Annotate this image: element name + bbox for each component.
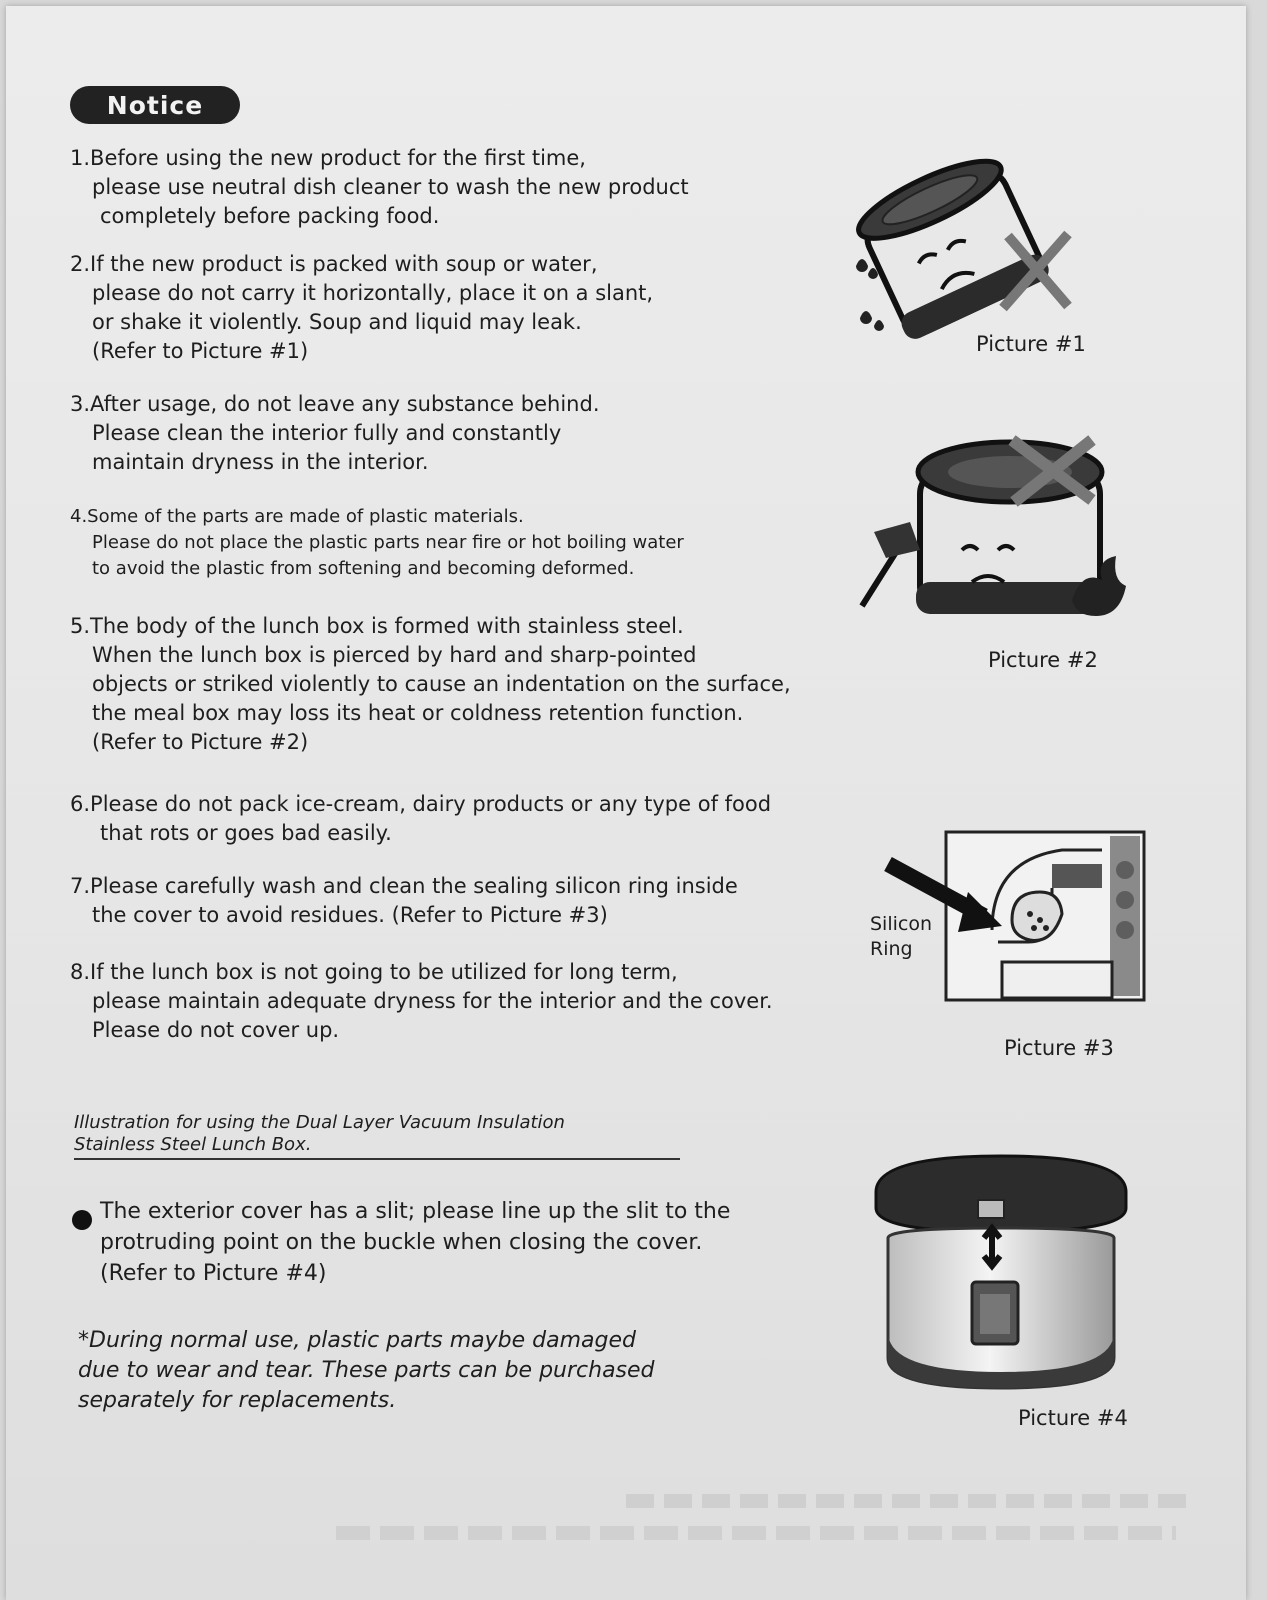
notice-item-1 <box>70 144 689 231</box>
instruction-sheet <box>6 6 1246 1600</box>
item-line: to avoid the plastic from softening and becoming deformed. <box>92 558 635 579</box>
illustration-title <box>74 1112 565 1156</box>
illustration-title-line: Illustration for using the Dual Layer Vacuum Insulation <box>74 1112 565 1133</box>
picture-2-illustration <box>852 420 1142 630</box>
bullet-line: protruding point on the buckle when closing the cover. <box>100 1230 703 1255</box>
picture-2-label: Picture #2 <box>988 648 1098 672</box>
item-line: that rots or goes bad easily. <box>100 821 392 845</box>
item-line: 3.After usage, do not leave any substance behind. <box>70 392 600 416</box>
picture-1-label: Picture #1 <box>976 332 1086 356</box>
notice-item-7 <box>70 872 738 930</box>
item-line: 2.If the new product is packed with soup or water, <box>70 252 598 276</box>
divider <box>74 1158 680 1160</box>
notice-item-8 <box>70 958 773 1045</box>
item-line: the meal box may loss its heat or coldness retention function. <box>92 701 744 725</box>
item-line: maintain dryness in the interior. <box>92 450 429 474</box>
bleed-through-text <box>626 1494 1186 1508</box>
illustration-bullet <box>100 1196 730 1289</box>
picture-1-illustration <box>838 146 1088 346</box>
item-line: 5.The body of the lunch box is formed with stainless steel. <box>70 614 684 638</box>
picture-4-illustration <box>866 1152 1136 1402</box>
picture-3-label: Picture #3 <box>1004 1036 1114 1060</box>
bleed-through-text <box>336 1526 1176 1540</box>
bullet-line: The exterior cover has a slit; please line up the slit to the <box>100 1199 731 1224</box>
item-line: the cover to avoid residues. (Refer to Picture #3) <box>92 903 608 927</box>
item-line: please do not carry it horizontally, place it on a slant, <box>92 281 654 305</box>
item-line: (Refer to Picture #1) <box>92 339 309 363</box>
item-line: When the lunch box is pierced by hard and sharp-pointed <box>92 643 697 667</box>
item-line: completely before packing food. <box>100 204 440 228</box>
bullet-icon <box>72 1210 92 1230</box>
silicon-label-line: Silicon <box>870 913 933 935</box>
illustration-title-line: Stainless Steel Lunch Box. <box>74 1134 312 1155</box>
notice-heading: Notice <box>70 86 240 124</box>
item-line: 8.If the lunch box is not going to be utilized for long term, <box>70 960 678 984</box>
item-line: please maintain adequate dryness for the interior and the cover. <box>92 989 773 1013</box>
replacement-footnote <box>78 1326 655 1416</box>
item-line: Please clean the interior fully and constantly <box>92 421 562 445</box>
item-line: 1.Before using the new product for the first time, <box>70 146 586 170</box>
bullet-line: (Refer to Picture #4) <box>100 1261 327 1286</box>
notice-item-5 <box>70 612 791 757</box>
notice-item-6 <box>70 790 771 848</box>
silicon-ring-label <box>870 912 932 962</box>
item-line: objects or striked violently to cause an indentation on the surface, <box>92 672 791 696</box>
item-line: (Refer to Picture #2) <box>92 730 309 754</box>
item-line: 6.Please do not pack ice-cream, dairy products or any type of food <box>70 792 772 816</box>
notice-item-2 <box>70 250 653 366</box>
footnote-line: separately for replacements. <box>78 1388 397 1413</box>
notice-item-4 <box>70 504 684 582</box>
footnote-line: *During normal use, plastic parts maybe damaged <box>78 1328 637 1353</box>
notice-item-3 <box>70 390 600 477</box>
item-line: or shake it violently. Soup and liquid may leak. <box>92 310 582 334</box>
item-line: 7.Please carefully wash and clean the sealing silicon ring inside <box>70 874 738 898</box>
item-line: Please do not cover up. <box>92 1018 340 1042</box>
item-line: Please do not place the plastic parts near fire or hot boiling water <box>92 532 684 553</box>
item-line: please use neutral dish cleaner to wash the new product <box>92 175 689 199</box>
picture-4-label: Picture #4 <box>1018 1406 1128 1430</box>
silicon-label-line: Ring <box>870 938 913 960</box>
item-line: 4.Some of the parts are made of plastic materials. <box>70 506 524 527</box>
footnote-line: due to wear and tear. These parts can be purchased <box>78 1358 655 1383</box>
